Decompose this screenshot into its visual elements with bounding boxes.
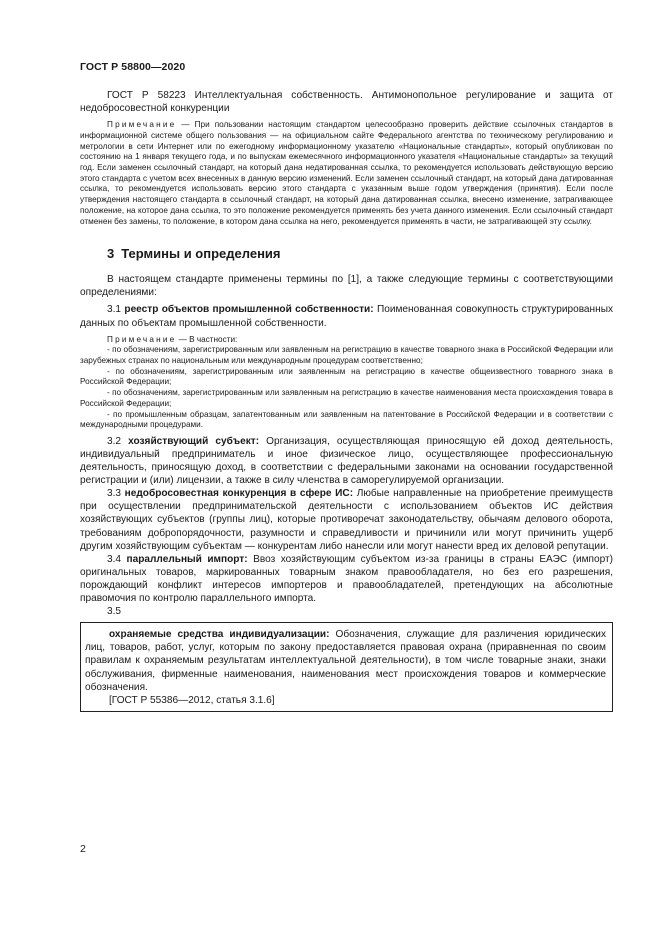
note-bullet: - по обозначениям, зарегистрированным или заявленным на регистрацию в качестве наименования места происхождения товара в Российской Федерации; (80, 388, 613, 408)
page-number: 2 (80, 843, 86, 855)
term-definition: Любые направленные на приобретение преимуществ при осуществлении предпринимательской деятельности с использованием объектов ИС действия хозяйствующих субъектов (группы лиц), которые противоречат законодательству, обычаям делового оборота, требованиям добропорядочности, разумности и справедливости и причинили или могут причинить ущерб другим хозяйствующим субъектам — конкурентам либо нанесли или могут нанести вред их деловой репутации. (80, 488, 613, 552)
note-bullet: - по промышленным образцам, запатентованным или заявленным на патентование в Российской Федерации и в соответствии с международными процедурами. (80, 409, 613, 430)
term-3-4 (80, 553, 613, 605)
note-bullet: - по обозначениям, зарегистрированным или заявленным на регистрацию в качестве товарного знака в Российской Федерации или зарубежных странах по национальным или международным процедурам соответственно; (80, 345, 613, 365)
document-body (80, 89, 613, 712)
note-bullet: - по обозначениям, зарегистрированным или заявленным на регистрацию в качестве общеизвестного товарного знака в Российской Федерации; (80, 366, 613, 387)
term-definition: Организация, осуществляющая приносящую ей доход деятельность, индивидуальный предприниматель и иное физическое лицо, осуществляющее профессиональную деятельность, приносящую доход, в соответствии с федеральными законами на основании государственной регистрации и (или) лицензии, а также в силу членства в саморегулируемой организации. (80, 435, 613, 487)
term-name: реестр объектов промышленной собственности: (124, 304, 374, 316)
term-definition: Ввоз хозяйствующим субъектом из-за границы в страны ЕАЭС (импорт) оригинальных товаров, маркированных товарным знаком правообладателя, но без его разрешения, порождающий конфликт интересов импортеров и правообладателей, претендующих на абсолютные правомочия по контролю параллельного импорта. (80, 553, 613, 605)
term-name: недобросовестная конкуренция в сфере ИС: (124, 488, 354, 500)
note-term-3-1 (80, 335, 613, 346)
note-text: — При пользовании настоящим стандартом целесообразно проверить действие ссылочных стандартов в информационной системе общего пользования — на официальном сайте Федерального агентства по техническому регулированию и метрологии в сети Интернет или по ежегодному информационному указателю «Национальные стандарты», который опубликован по состоянию на 1 января текущего года, и по выпускам ежемесячного информационного указателя «Национальные стандарты» за текущий год. Если заменен ссылочный стандарт, на который дана недатированная ссылка, то рекомендуется использовать действующую версию этого стандарта с учетом всех внесенных в данную версию изменений. Если заменен ссылочный стандарт, на который дана датированная ссылка, то рекомендуется использовать версию этого стандарта с указанным выше годом утверждения (принятия). Если после утверждения настоящего стандарта в ссылочный стандарт, на который дана датированная ссылка, внесено изменение, затрагивающее положение, на которое дана ссылка, то это положение рекомендуется применять без учета данного изменения. Если ссылочный стандарт отменен без замены, то положение, в котором дана ссылка на него, рекомендуется применять в части, не затрагивающей эту ссылку. (80, 120, 613, 226)
term-source: [ГОСТ Р 55386—2012, статья 3.1.6] (109, 694, 275, 706)
section-title: Термины и определения (121, 246, 281, 262)
term-number: 3.2 (107, 435, 122, 447)
term-number: 3.4 (107, 553, 122, 565)
term-definition: Поименованная совокупность структурированных данных по объектам промышленной собственности. (80, 304, 614, 329)
term-number: 3.1 (107, 304, 122, 316)
note-normative-references (80, 120, 613, 227)
term-3-1 (80, 303, 613, 329)
term-name: охраняемые средства индивидуализации: (109, 629, 330, 641)
term-3-5 (85, 628, 606, 693)
term-name: хозяйствующий субъект: (128, 435, 260, 447)
term-3-5-number: 3.5 (107, 606, 122, 618)
boxed-term-3-5 (80, 622, 613, 712)
note-label: Примечание (107, 334, 177, 344)
section-intro: В настоящем стандарте применены термины по [1], а также следующие термины с соответствующими определениями: (80, 274, 613, 299)
term-3-3 (80, 487, 613, 552)
term-3-2 (80, 435, 613, 487)
normative-reference-item: ГОСТ Р 58223 Интеллектуальная собственность. Антимонопольное регулирование и защита от недобросовестной конкуренции (80, 90, 613, 115)
section-number: 3 (107, 246, 115, 262)
term-number: 3.3 (107, 488, 122, 500)
note-label: Примечание (107, 120, 177, 130)
section-heading (80, 246, 613, 262)
note-text: — В частности: (176, 334, 238, 344)
document-header: ГОСТ Р 58800—2020 (80, 61, 186, 73)
term-name: параллельный импорт: (126, 553, 248, 565)
term-definition: Обозначения, служащие для различения юридических лиц, товаров, работ, услуг, которым по закону предоставляется правовая охрана (приравненная по своим правилам к охраняемым результатам интеллектуальной деятельности), в том числе товарные знаки, знаки обслуживания, фирменные наименования, наименования мест происхождения товаров и коммерческие обозначения. (85, 629, 606, 693)
